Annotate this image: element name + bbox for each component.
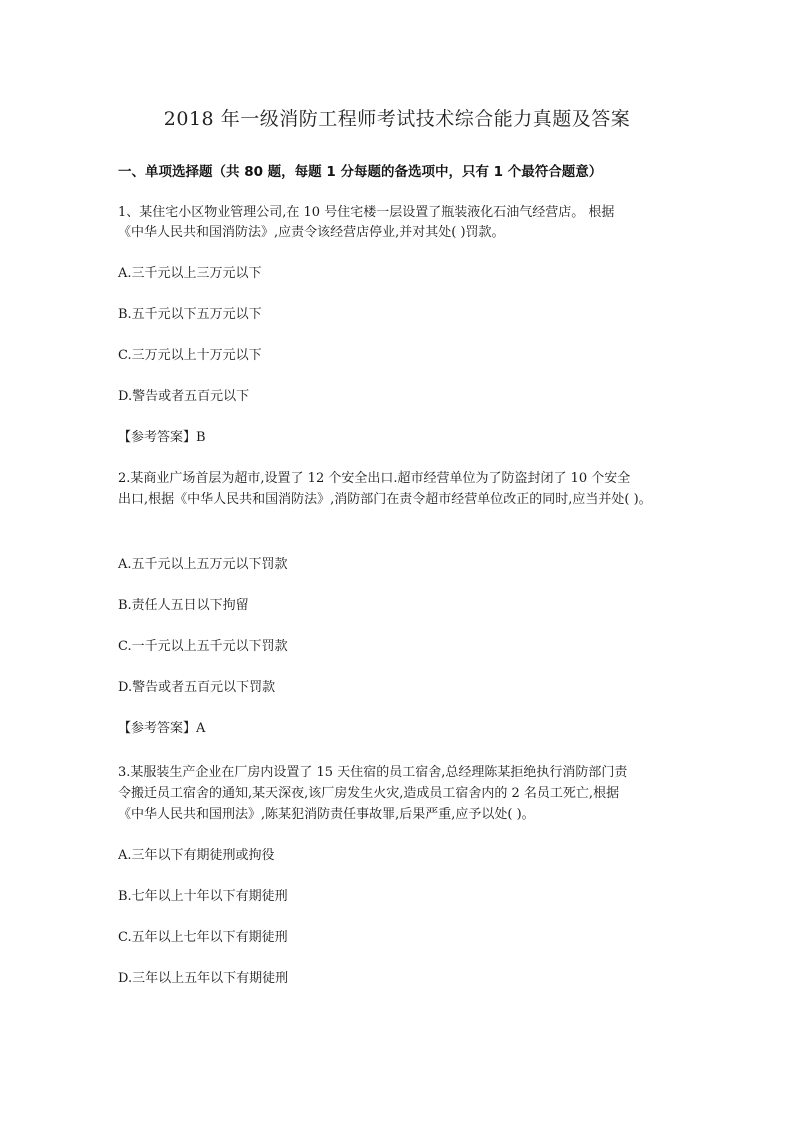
question-1-option-b: B.五千元以下五万元以下 <box>118 307 262 322</box>
question-2-option-d: D.警告或者五百元以下罚款 <box>118 680 276 695</box>
question-1-stem-line-1: 1、某住宅小区物业管理公司,在 10 号住宅楼一层设置了瓶装液化石油气经营店。 根据 <box>118 205 615 220</box>
question-2-stem-line-2: 出口,根据《中华人民共和国消防法》,消防部门在责令超市经营单位改正的同时,应当并处( )。 <box>118 492 652 507</box>
question-1-stem-line-2: 《中华人民共和国消防法》,应责令该经营店停业,并对其处( )罚款。 <box>118 225 505 240</box>
question-3-option-d: D.三年以上五年以下有期徒刑 <box>118 971 289 986</box>
question-2-answer: 【参考答案】A <box>118 721 206 736</box>
question-3-stem-line-2: 令搬迁员工宿舍的通知,某天深夜,该厂房发生火灾,造成员工宿舍内的 2 名员工死亡,根据 <box>118 786 620 801</box>
question-1-option-c: C.三万元以上十万元以下 <box>118 348 262 363</box>
question-2-option-c: C.一千元以上五千元以下罚款 <box>118 639 288 654</box>
question-2-option-a: A.五千元以上五万元以下罚款 <box>118 557 288 572</box>
section-heading: 一、单项选择题（共 80 题，每题 1 分每题的备选项中，只有 1 个最符合题意） <box>118 164 603 180</box>
page-title: 2018 年一级消防工程师考试技术综合能力真题及答案 <box>163 108 631 130</box>
question-1-option-a: A.三千元以上三万元以下 <box>118 266 262 281</box>
question-3-option-b: B.七年以上十年以下有期徒刑 <box>118 889 288 904</box>
question-1-option-d: D.警告或者五百元以下 <box>118 389 250 404</box>
question-2-stem-line-1: 2.某商业广场首层为超市,设置了 12 个安全出口.超市经营单位为了防盗封闭了 10 个安全 <box>118 471 631 486</box>
question-3-stem-line-1: 3.某服装生产企业在厂房内设置了 15 天住宿的员工宿舍,总经理陈某拒绝执行消防部门责 <box>118 765 628 780</box>
question-1-answer: 【参考答案】B <box>118 430 206 445</box>
question-3-stem-line-3: 《中华人民共和国刑法》,陈某犯消防责任事故罪,后果严重,应予以处( )。 <box>118 807 535 822</box>
question-3-option-a: A.三年以下有期徒刑或拘役 <box>118 848 275 863</box>
question-2-option-b: B.责任人五日以下拘留 <box>118 598 249 613</box>
question-3-option-c: C.五年以上七年以下有期徒刑 <box>118 930 288 945</box>
